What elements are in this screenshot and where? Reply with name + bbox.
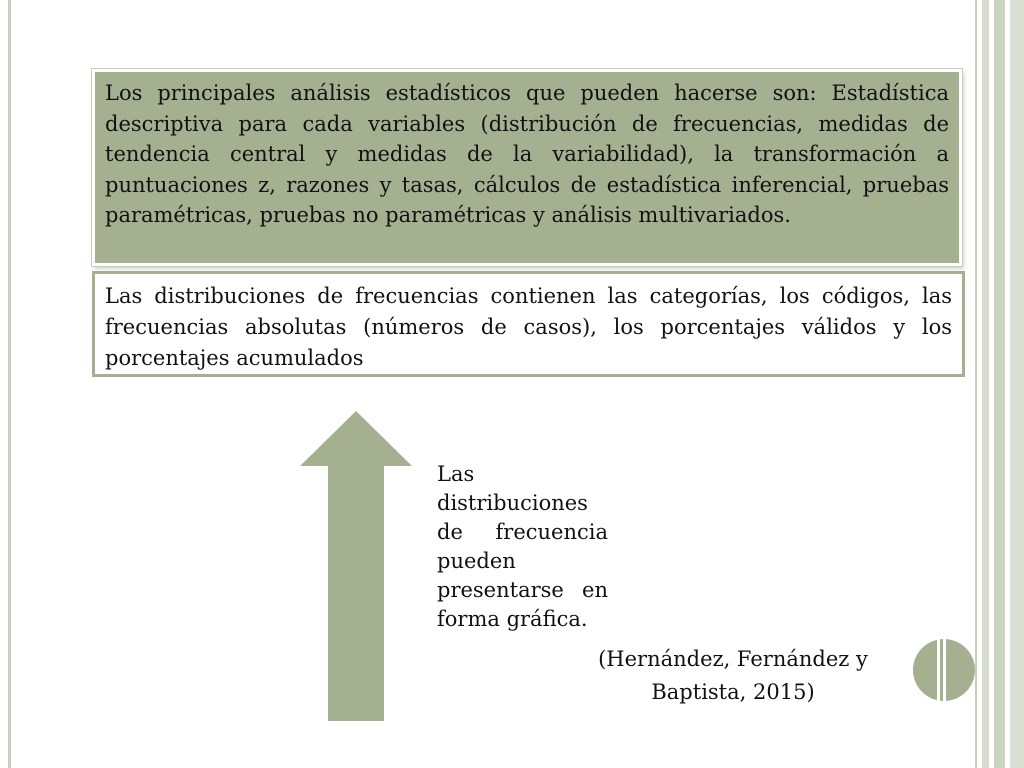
frequency-distribution-box: [92, 271, 965, 377]
citation-line-1: (Hernández, Fernández y: [598, 647, 868, 671]
statistical-analysis-box: [92, 69, 962, 266]
side-note-text: Las distribuciones de frecuencia pueden presentarse en forma gráfica.: [437, 462, 608, 631]
statistical-analysis-text: Los principales análisis estadísticos que pueden hacerse son: Estadística descriptiva para cada variables (distribución de frecuencias, medidas de tendencia central y medidas de la variabilidad), la transformación a puntuaciones z, razones y tasas, cálculos de estadística inferencial, pruebas paramétricas, pruebas no paramétricas y análisis multivariados.: [105, 81, 949, 228]
up-arrow-icon: [300, 411, 412, 721]
citation-line-2: Baptista, 2015): [651, 680, 815, 704]
right-stripe: [994, 0, 1005, 768]
split-circle-icon: [912, 638, 976, 702]
left-frame-line: [8, 0, 11, 768]
citation: [570, 643, 896, 709]
right-stripe: [982, 0, 989, 768]
frequency-distribution-text: Las distribuciones de frecuencias contienen las categorías, los códigos, las frecuencias absolutas (números de casos), los porcentajes válidos y los porcentajes acumulados: [105, 284, 952, 370]
right-stripe: [1010, 0, 1024, 768]
